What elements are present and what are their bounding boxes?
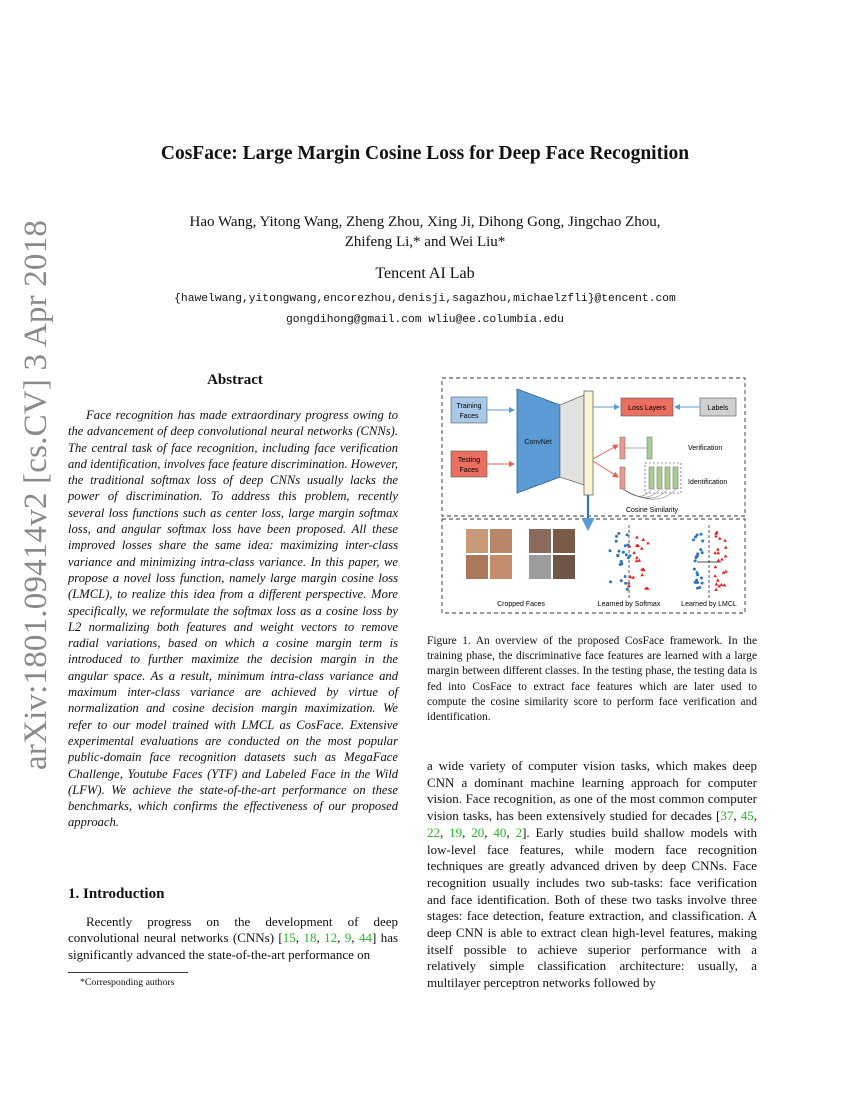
- class-b-point: [713, 574, 717, 577]
- face-thumbnail: [466, 529, 488, 553]
- intro-paragraph: Recently progress on the development of deep convolutional neural networks (CNNs) [15, 18, 12, 9, 44] has significantly advanced the state-of-the-art performance on: [68, 914, 399, 962]
- abstract-heading: Abstract: [207, 372, 263, 388]
- similarity-curve: [623, 489, 651, 496]
- class-b-point: [714, 534, 718, 537]
- citation-link[interactable]: 19: [449, 824, 463, 840]
- class-a-point: [609, 549, 612, 552]
- figure-1: [441, 377, 746, 615]
- class-a-point: [693, 568, 696, 571]
- cosine-similarity-label: Cosine Similarity: [625, 507, 679, 514]
- class-a-point: [701, 540, 704, 543]
- class-a-point: [626, 533, 629, 536]
- citation-link[interactable]: 18: [303, 930, 317, 946]
- class-a-point: [696, 552, 699, 555]
- class-a-point: [620, 579, 623, 582]
- class-a-point: [696, 587, 699, 590]
- class-a-point: [626, 588, 629, 591]
- class-a-point: [701, 582, 704, 585]
- training-faces-label: Training: [456, 403, 482, 410]
- class-a-point: [617, 532, 620, 535]
- class-a-point: [694, 559, 697, 562]
- face-thumbnail: [529, 555, 551, 579]
- citation-link[interactable]: 40: [493, 824, 507, 840]
- citation-link[interactable]: 37: [720, 808, 734, 824]
- class-a-point: [616, 554, 619, 557]
- class-a-point: [700, 577, 703, 580]
- gallery-feature: [665, 467, 670, 489]
- body-text-b: ]. Early studies build shallow models with low-level face features, while modern face recognition techniques are greatly advanced driven by deep CNNs. Face recognition usually includes two sub-tasks: face verification and face identification. Both of these two tasks involve three stages: face detection, feature extraction, and classification. A deep CNN is able to extract clean high-level features, making itself possible to achieve superior performance with a relatively simple classification architecture: usually, a multilayer perceptron networks followed by: [427, 824, 758, 991]
- class-b-point: [640, 573, 644, 576]
- class-b-point: [718, 537, 722, 540]
- arrow-to-identification: [593, 461, 618, 477]
- intro-text-b: ] has significantly advanced the state-of-the-art performance on: [68, 930, 399, 962]
- footnote: *Corresponding authors: [80, 977, 175, 988]
- arrow-to-verification: [593, 445, 618, 459]
- class-b-point: [724, 554, 728, 557]
- class-a-point: [695, 555, 698, 558]
- citation-link[interactable]: 2: [515, 824, 523, 840]
- class-b-point: [642, 538, 646, 541]
- class-b-point: [715, 582, 719, 585]
- face-thumbnail: [553, 555, 575, 579]
- class-b-point: [716, 547, 720, 550]
- citation-link[interactable]: 9: [344, 930, 352, 946]
- labels-label: Labels: [707, 405, 729, 412]
- cropped-faces-label: Cropped Faces: [497, 601, 545, 608]
- class-a-point: [627, 544, 630, 547]
- arxiv-identifier: arXiv:1801.09414v2 [cs.CV] 3 Apr 2018: [18, 219, 54, 770]
- class-b-point: [716, 551, 720, 554]
- verification-label: Verification: [688, 445, 723, 452]
- class-b-point: [714, 565, 718, 568]
- class-b-point: [723, 539, 727, 542]
- class-b-point: [627, 581, 631, 584]
- class-b-point: [717, 559, 721, 562]
- class-b-point: [638, 559, 642, 562]
- lmcl-feature-plot: [692, 530, 728, 591]
- class-b-point: [635, 556, 639, 559]
- class-a-point: [696, 571, 699, 574]
- testing-faces-label: Testing: [457, 457, 481, 464]
- citation-link[interactable]: 20: [471, 824, 485, 840]
- citation-link[interactable]: 45: [740, 808, 754, 824]
- class-a-point: [625, 553, 628, 556]
- convnet-tail: [560, 395, 584, 485]
- class-a-point: [701, 551, 704, 554]
- identification-label: Identification: [688, 479, 728, 486]
- face-thumbnail: [466, 555, 488, 579]
- feature-vector-bar: [584, 391, 593, 495]
- class-b-point: [724, 546, 728, 549]
- class-a-point: [620, 562, 623, 565]
- body-text-a: a wide variety of computer vision tasks, which makes deep CNN a dominant machine learning approach for computer vision. Face recognition, as one of the most common computer vision tasks, has been extensively studied for decades [: [427, 758, 757, 824]
- author-list: [140, 212, 710, 252]
- citation-link[interactable]: 44: [358, 930, 372, 946]
- class-a-point: [692, 538, 695, 541]
- class-b-point: [720, 583, 724, 586]
- abstract-text: Face recognition has made extraordinary progress owing to the advancement of deep convolutional neural networks (CNNs). The central task of face recognition, including face verification and identification, involves face feature discrimination. However, the traditional softmax loss of deep CNNs usually lacks the power of discrimination. To address this problem, recently several loss functions such as center loss, large margin softmax loss, and angular softmax loss have been proposed. All these improved losses share the same idea: maximizing inter-class variance and minimizing intra-class variance. In this paper, we propose a novel loss function, namely large margin cosine loss (LMCL), to realize this idea from a different perspective. More specifically, we reformulate the softmax loss as a cosine loss by L2 normalizing both features and weight vectors to remove radial variations, based on which a cosine margin term is introduced to further maximize the decision margin in the angular space. As a result, minimum intra-class variance and maximum inter-class variance are achieved by virtue of normalization and cosine decision margin maximization. We refer to our model trained with LMCL as CosFace. Extensive experimental evaluations are conducted on the most popular public-domain face recognition datasets such as MegaFace Challenge, Youtube Faces (YTF) and Labeled Face in the Wild (LFW). We achieve the state-of-the-art performance on these benchmarks, which confirms the effectiveness of our proposed approach.: [68, 408, 398, 830]
- class-a-point: [622, 551, 625, 554]
- face-thumbnail: [490, 529, 512, 553]
- authors-line-2: Zhifeng Li,* and Wei Liu*: [344, 234, 506, 250]
- class-a-point: [694, 536, 697, 539]
- section-heading-introduction: 1. Introduction: [68, 886, 165, 902]
- email-list: [0, 289, 850, 331]
- verification-feature-b: [647, 437, 652, 459]
- cropped-faces-grid: [466, 529, 575, 579]
- class-b-point: [723, 583, 727, 586]
- gallery-feature: [649, 467, 654, 489]
- loss-layers-label: Loss Layers: [628, 405, 666, 412]
- class-a-point: [620, 560, 623, 563]
- paper-title: CosFace: Large Margin Cosine Loss for Deep Face Recognition: [160, 143, 690, 164]
- identification-query: [620, 467, 625, 489]
- class-b-point: [716, 578, 720, 581]
- softmax-label: Learned by Softmax: [597, 601, 661, 608]
- figure-1-caption: Figure 1. An overview of the proposed CosFace framework. In the training phase, the discriminative face features are learned with a large margin between different classes. In the testing phase, the testing data is fed into CosFace to extract face features which are later used to compute the cosine similarity score to perform face verification and identification.: [427, 635, 757, 724]
- emails-line-2: gongdihong@gmail.com wliu@ee.columbia.edu: [286, 314, 564, 326]
- class-a-point: [615, 540, 618, 543]
- lmcl-label: Learned by LMCL: [681, 601, 737, 608]
- class-b-point: [632, 551, 636, 554]
- convnet-label: ConvNet: [524, 439, 552, 446]
- verification-feature-a: [620, 437, 625, 459]
- class-a-point: [700, 533, 703, 536]
- emails-line-1: {hawelwang,yitongwang,encorezhou,denisji,sagazhou,michaelzfli}@tencent.com: [174, 293, 676, 305]
- gallery-feature: [673, 467, 678, 489]
- class-b-point: [720, 557, 724, 560]
- class-a-point: [695, 579, 698, 582]
- footnote-rule: [68, 972, 188, 973]
- affiliation: Tencent AI Lab: [375, 265, 475, 282]
- class-b-point: [640, 547, 644, 550]
- authors-line-1: Hao Wang, Yitong Wang, Zheng Zhou, Xing Ji, Dihong Gong, Jingchao Zhou,: [189, 214, 661, 230]
- class-b-point: [635, 535, 639, 538]
- testing-faces-label: Faces: [459, 467, 479, 474]
- face-thumbnail: [490, 555, 512, 579]
- training-faces-label: Faces: [459, 413, 479, 420]
- citation-link[interactable]: 15: [282, 930, 296, 946]
- class-a-point: [624, 582, 627, 585]
- class-a-point: [615, 535, 618, 538]
- class-a-point: [609, 580, 612, 583]
- face-thumbnail: [529, 529, 551, 553]
- class-b-point: [713, 551, 717, 554]
- class-a-point: [624, 575, 627, 578]
- class-b-point: [714, 588, 718, 591]
- face-thumbnail: [553, 529, 575, 553]
- class-b-point: [632, 576, 636, 579]
- class-a-point: [624, 544, 627, 547]
- intro-text-a: Recently progress on the development of deep convolutional neural networks (CNNs) [: [68, 914, 398, 946]
- class-b-point: [646, 541, 650, 544]
- class-a-point: [618, 550, 621, 553]
- class-b-point: [724, 570, 728, 573]
- class-b-point: [635, 559, 639, 562]
- citation-link[interactable]: 22: [427, 824, 440, 840]
- class-a-point: [699, 548, 702, 551]
- citation-link[interactable]: 12: [324, 930, 338, 946]
- intro-continued-paragraph: a wide variety of computer vision tasks, which makes deep CNN a dominant machine learning approach for computer vision. Face recognition, as one of the most common computer vision tasks, has been extensively studied for decades [37, 45, 22, 19, 20, 40, 2]. Early studies build shallow models with low-level face features, while modern face recognition techniques are greatly advanced driven by deep CNNs. Face recognition usually includes two sub-tasks: face verification and face identification. Both of these two tasks involve three stages: face detection, feature extraction, and classification. A deep CNN is able to extract clean high-level features, making itself possible to achieve superior performance with a relatively simple classification architecture: usually, a multilayer perceptron networks followed by: [427, 758, 758, 991]
- class-a-point: [629, 554, 632, 557]
- gallery-feature: [657, 467, 662, 489]
